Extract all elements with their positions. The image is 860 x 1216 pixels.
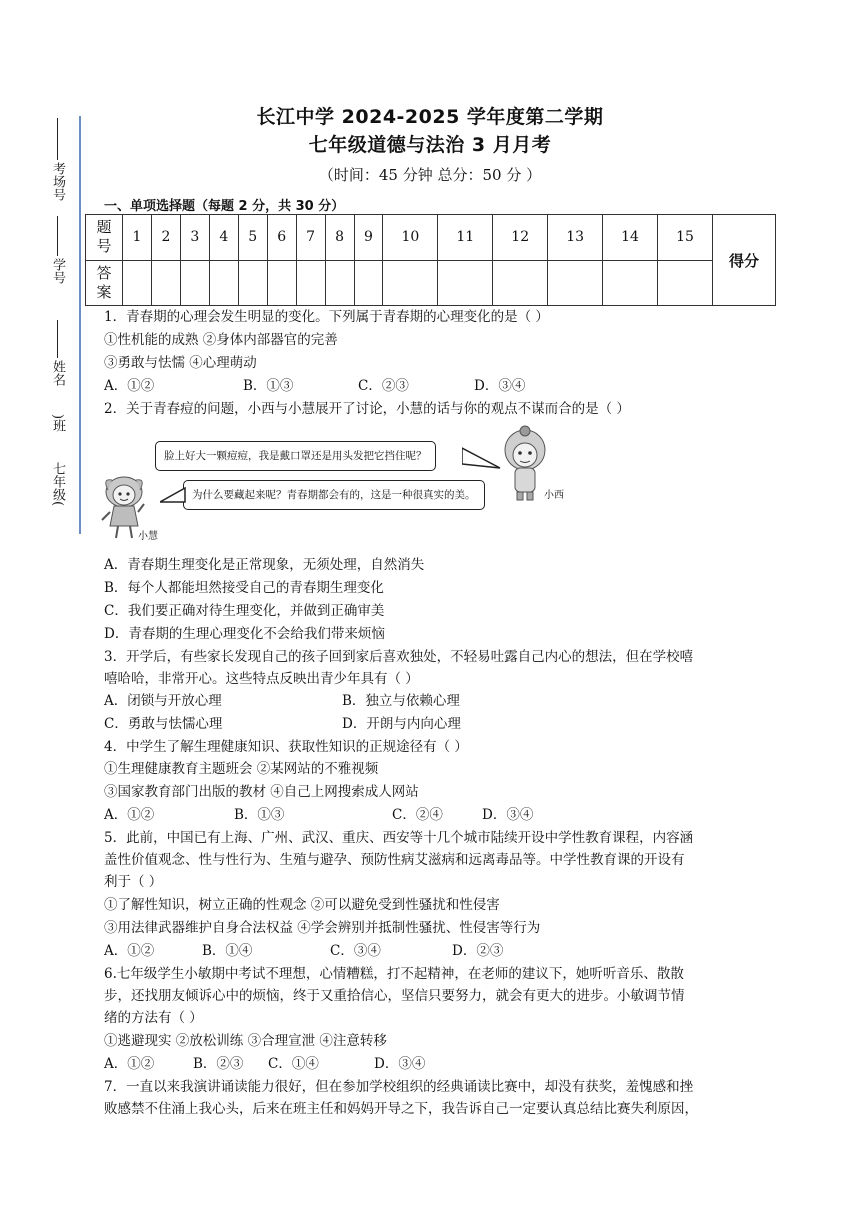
answer-cell[interactable] — [267, 260, 296, 306]
caption-xiaohui: 小慧 — [138, 531, 158, 542]
number-cell: 8 — [325, 215, 354, 261]
number-cell: 15 — [657, 215, 712, 261]
q5-stem-3: 利于（ ） — [104, 874, 163, 890]
q4-choice-b: B．①③ — [234, 807, 285, 823]
answer-cell[interactable] — [325, 260, 354, 306]
bubble-xiaohui: 为什么要藏起来呢？青春期都会有的，这是一种很真实的美。 — [183, 480, 485, 510]
q2-choice-c: C．我们要正确对待生理变化，并做到正确审美 — [104, 603, 385, 619]
q6-choice-a: A．①② — [104, 1056, 155, 1072]
number-cell: 4 — [209, 215, 238, 261]
answer-table — [85, 214, 776, 306]
q6-stem-1: 6.七年级学生小敏期中考试不理想，心情糟糕，打不起精神，在老师的建议下，她听听音乐、散散 — [104, 966, 684, 982]
answer-cell[interactable] — [151, 260, 180, 306]
q4-choice-d: D．③④ — [482, 807, 534, 823]
q6-choice-b: B．②③ — [193, 1056, 244, 1072]
number-cell: 9 — [354, 215, 383, 261]
answer-cell[interactable] — [438, 260, 493, 306]
number-cell: 11 — [438, 215, 493, 261]
answer-cell[interactable] — [123, 260, 152, 306]
student-no-label: 学号 — [50, 258, 65, 284]
score-cell: 得分 — [713, 215, 776, 306]
row-label-number: 题 号 — [86, 215, 123, 261]
grade-field — [44, 462, 70, 506]
answer-cell[interactable] — [238, 260, 267, 306]
answer-cell[interactable] — [548, 260, 603, 306]
number-cell: 2 — [151, 215, 180, 261]
number-cell: 5 — [238, 215, 267, 261]
q6-choice-d: D．③④ — [374, 1056, 426, 1072]
q5-choice-b: B．①④ — [202, 943, 253, 959]
exam-title-line1: 长江中学 2024-2025 学年度第二学期 — [256, 106, 604, 128]
number-cell: 1 — [123, 215, 152, 261]
q6-stem-3: 绪的方法有（ ） — [104, 1010, 203, 1026]
q1-choice-b: B．①③ — [243, 378, 294, 394]
q3-stem-2: 嘻哈哈，非常开心。这些特点反映出青少年具有（ ） — [104, 671, 419, 687]
q6-options-1: ①逃避现实 ②放松训练 ③合理宣泄 ④注意转移 — [104, 1033, 387, 1049]
q4-options-2: ③国家教育部门出版的教材 ④自己上网搜索成人网站 — [104, 784, 419, 800]
exam-title-line2: 七年级道德与法治 3 月月考 — [308, 134, 552, 156]
section1-title: 一、单项选择题（每题 2 分，共 30 分） — [104, 199, 345, 214]
class-label: )班 — [50, 414, 65, 433]
exam-room-label: 考场号 — [50, 162, 65, 201]
number-cell: 12 — [493, 215, 548, 261]
answer-cell[interactable] — [209, 260, 238, 306]
answer-cell[interactable] — [383, 260, 438, 306]
q7-stem-2: 败感禁不住涌上我心头，后来在班主任和妈妈开导之下，我告诉自己一定要认真总结比赛失利原因， — [104, 1101, 698, 1117]
exam-time-info: （时间：45 分钟 总分：50 分 ） — [318, 166, 542, 184]
answer-cell[interactable] — [296, 260, 325, 306]
bubble-xiaoxi: 脸上好大一颗痘痘，我是戴口罩还是用头发把它挡住呢？ — [155, 441, 436, 471]
grade-label: 七年级( — [50, 462, 65, 507]
caption-xiaoxi: 小西 — [544, 490, 564, 501]
q2-choice-d: D．青春期的生理心理变化不会给我们带来烦恼 — [104, 626, 385, 642]
q5-choice-c: C．③④ — [330, 943, 381, 959]
answer-cell[interactable] — [354, 260, 383, 306]
answer-cell[interactable] — [493, 260, 548, 306]
q5-choice-a: A．①② — [104, 943, 155, 959]
number-cell: 13 — [548, 215, 603, 261]
answer-table-answer-row — [86, 260, 776, 306]
q5-options-1: ①了解性知识，树立正确的性观念 ②可以避免受到性骚扰和性侵害 — [104, 897, 500, 913]
q7-stem-1: 7．一直以来我演讲诵读能力很好，但在参加学校组织的经典诵读比赛中，却没有获奖，羞愧感和挫 — [104, 1079, 694, 1095]
bubble-tail-xiaohui — [160, 486, 186, 506]
number-cell: 10 — [383, 215, 438, 261]
student-no-field — [44, 214, 70, 284]
q1-choice-d: D．③④ — [474, 378, 526, 394]
row-label-answer: 答 案 — [86, 260, 123, 306]
q5-choice-d: D．②③ — [452, 943, 504, 959]
q1-stem: 1．青春期的心理会发生明显的变化。下列属于青春期的心理变化的是（ ） — [104, 309, 549, 325]
answer-table-number-row — [86, 215, 776, 261]
q4-choice-c: C．②④ — [392, 807, 443, 823]
q5-stem-1: 5．此前，中国已有上海、广州、武汉、重庆、西安等十几个城市陆续开设中学性教育课程，内容涵 — [104, 830, 694, 846]
q2-stem: 2．关于青春痘的问题，小西与小慧展开了讨论，小慧的话与你的观点不谋而合的是（ ） — [104, 401, 630, 417]
answer-cell[interactable] — [657, 260, 712, 306]
name-field — [44, 318, 70, 386]
q5-options-2: ③用法律武器维护自身合法权益 ④学会辨别并抵制性骚扰、性侵害等行为 — [104, 920, 541, 936]
q5-stem-2: 盖性价值观念、性与性行为、生殖与避孕、预防性病艾滋病和远离毒品等。中学性教育课的开设有 — [104, 852, 685, 868]
q6-choice-c: C．①④ — [268, 1056, 319, 1072]
q4-choice-a: A．①② — [104, 807, 155, 823]
answer-cell[interactable] — [603, 260, 658, 306]
class-field — [44, 414, 70, 432]
name-label: 姓名 — [50, 360, 65, 386]
q3-choice-b: B．独立与依赖心理 — [342, 693, 460, 709]
bubble-tail-xiaoxi — [462, 446, 502, 472]
q4-options-1: ①生理健康教育主题班会 ②某网站的不雅视频 — [104, 761, 379, 777]
number-cell: 6 — [267, 215, 296, 261]
q1-choice-c: C．②③ — [358, 378, 409, 394]
q1-options-2: ③勇敢与怯懦 ④心理萌动 — [104, 355, 257, 371]
q3-choice-a: A．闭锁与开放心理 — [104, 693, 222, 709]
q2-choice-a: A．青春期生理变化是正常现象，无须处理，自然消失 — [104, 557, 425, 573]
q4-stem: 4．中学生了解生理健康知识、获取性知识的正规途径有（ ） — [104, 739, 468, 755]
q3-choice-d: D．开朗与内向心理 — [342, 716, 461, 732]
q6-stem-2: 步，还找朋友倾诉心中的烦恼，终于又重拾信心，坚信只要努力，就会有更大的进步。小敏调节情 — [104, 988, 685, 1004]
number-cell: 3 — [180, 215, 209, 261]
girl-xiaoxi-illustration — [500, 424, 550, 502]
answer-cell[interactable] — [180, 260, 209, 306]
q3-choice-c: C．勇敢与怯懦心理 — [104, 716, 223, 732]
q2-choice-b: B．每个人都能坦然接受自己的青春期生理变化 — [104, 580, 384, 596]
number-cell: 7 — [296, 215, 325, 261]
number-cell: 14 — [603, 215, 658, 261]
q3-stem-1: 3．开学后，有些家长发现自己的孩子回到家后喜欢独处，不轻易吐露自己内心的想法，但在学校嘻 — [104, 649, 694, 665]
q1-choice-a: A．①② — [104, 378, 155, 394]
q1-options-1: ①性机能的成熟 ②身体内部器官的完善 — [104, 332, 338, 348]
